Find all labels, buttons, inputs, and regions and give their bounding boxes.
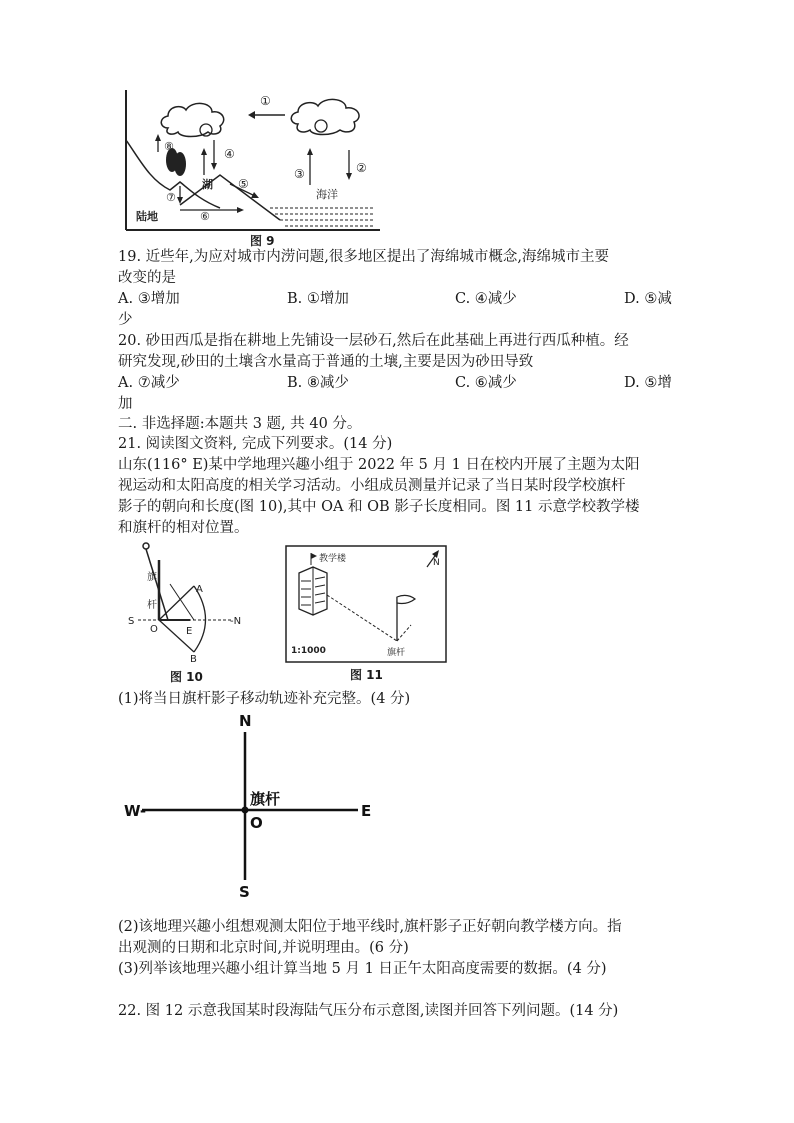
fig10-b: B — [190, 654, 197, 665]
compass-n: N — [239, 712, 252, 730]
q19-option-c: C. ④减少 — [455, 291, 517, 307]
fig10-e: E — [186, 626, 193, 637]
label-8: ⑧ — [164, 140, 174, 153]
q19-stem-2: 改变的是 — [118, 270, 176, 286]
label-2: ② — [356, 161, 367, 175]
fig11-north: N — [433, 558, 440, 568]
figure-10-flagpole-shadow — [122, 540, 252, 665]
fig10-a: A — [196, 584, 203, 595]
q20-stem-2: 研究发现,砂田的土壤含水量高于普通的土壤,主要是因为砂田导致 — [118, 354, 534, 370]
q19-stem-1: 19. 近些年,为应对城市内涝问题,很多地区提出了海绵城市概念,海绵城市主要 — [118, 249, 609, 265]
compass-w: W- — [124, 802, 147, 820]
fig10-pole-label: 旗 — [147, 572, 157, 583]
compass-pole: 旗杆 — [250, 790, 281, 808]
q19-option-d-wrap: 少 — [118, 312, 133, 328]
ocean-label: 海洋 — [316, 188, 338, 201]
figure-10-caption: 图 10 — [170, 670, 203, 684]
label-4: ④ — [224, 147, 235, 161]
q21-heading: 21. 阅读图文资料, 完成下列要求。(14 分) — [118, 436, 393, 452]
label-5: ⑤ — [238, 177, 249, 191]
q19-option-b: B. ①增加 — [287, 291, 349, 307]
q21-sub-2-line-2: 出观测的日期和北京时间,并说明理由。(6 分) — [118, 940, 409, 956]
label-7: ⑦ — [166, 191, 176, 204]
q21-para-1: 山东(116° E)某中学地理兴趣小组于 2022 年 5 月 1 日在校内开展了主题为太阳 — [118, 457, 640, 473]
fig11-scale: 1:1000 — [291, 646, 326, 656]
q20-option-a: A. ⑦减少 — [118, 375, 180, 391]
q20-option-d-wrap: 加 — [118, 396, 133, 412]
fig10-o: O — [150, 624, 158, 635]
land-cloud — [161, 103, 223, 136]
section-2-heading: 二. 非选择题:本题共 3 题, 共 40 分。 — [118, 416, 362, 432]
q20-stem-1: 20. 砂田西瓜是指在耕地上先铺设一层砂石,然后在此基础上再进行西瓜种植。经 — [118, 333, 629, 349]
figure-9-water-cycle — [120, 90, 400, 245]
label-3: ③ — [294, 167, 305, 181]
label-6: ⑥ — [200, 210, 210, 223]
figure-9-caption: 图 9 — [250, 234, 275, 248]
lake-label: 湖 — [202, 178, 213, 191]
q21-para-4: 和旗杆的相对位置。 — [118, 520, 249, 536]
figure-11-caption: 图 11 — [350, 668, 383, 682]
compass-e: E — [361, 802, 372, 820]
q21-sub-2-line-1: (2)该地理兴趣小组想观测太阳位于地平线时,旗杆影子正好朝向教学楼方向。指 — [118, 919, 622, 935]
label-1: ① — [260, 94, 271, 108]
land-label: 陆地 — [136, 210, 158, 223]
fig11-flag-label: 旗杆 — [387, 648, 406, 658]
compass-answer-diagram — [120, 710, 380, 915]
q20-option-c: C. ⑥减少 — [455, 375, 517, 391]
fig11-building-label: 教学楼 — [319, 554, 347, 564]
q21-para-2: 视运动和太阳高度的相关学习活动。小组成员测量并记录了当日某时段学校旗杆 — [118, 478, 626, 494]
ocean-cloud — [291, 99, 359, 134]
q21-para-3: 影子的朝向和长度(图 10),其中 OA 和 OB 影子长度相同。图 11 示意学校教学楼 — [118, 499, 640, 515]
q19-option-a: A. ③增加 — [118, 291, 180, 307]
fig10-s: S — [128, 616, 135, 627]
q21-sub-1: (1)将当日旗杆影子移动轨迹补充完整。(4 分) — [118, 691, 411, 707]
q19-option-d: D. ⑤减 — [624, 291, 672, 307]
compass-o: O — [250, 814, 263, 832]
fig10-n: -N — [230, 616, 242, 627]
q21-sub-3: (3)列举该地理兴趣小组计算当地 5 月 1 日正午太阳高度需要的数据。(4 分) — [118, 961, 607, 977]
q22-heading: 22. 图 12 示意我国某时段海陆气压分布示意图,读图并回答下列问题。(14 分) — [118, 1003, 619, 1019]
figure-11-campus-map — [285, 545, 447, 663]
fig10-pole-label-2: 杆 — [147, 600, 157, 611]
q20-option-d: D. ⑤增 — [624, 375, 672, 391]
q20-option-b: B. ⑧减少 — [287, 375, 349, 391]
compass-s: S — [239, 883, 250, 901]
